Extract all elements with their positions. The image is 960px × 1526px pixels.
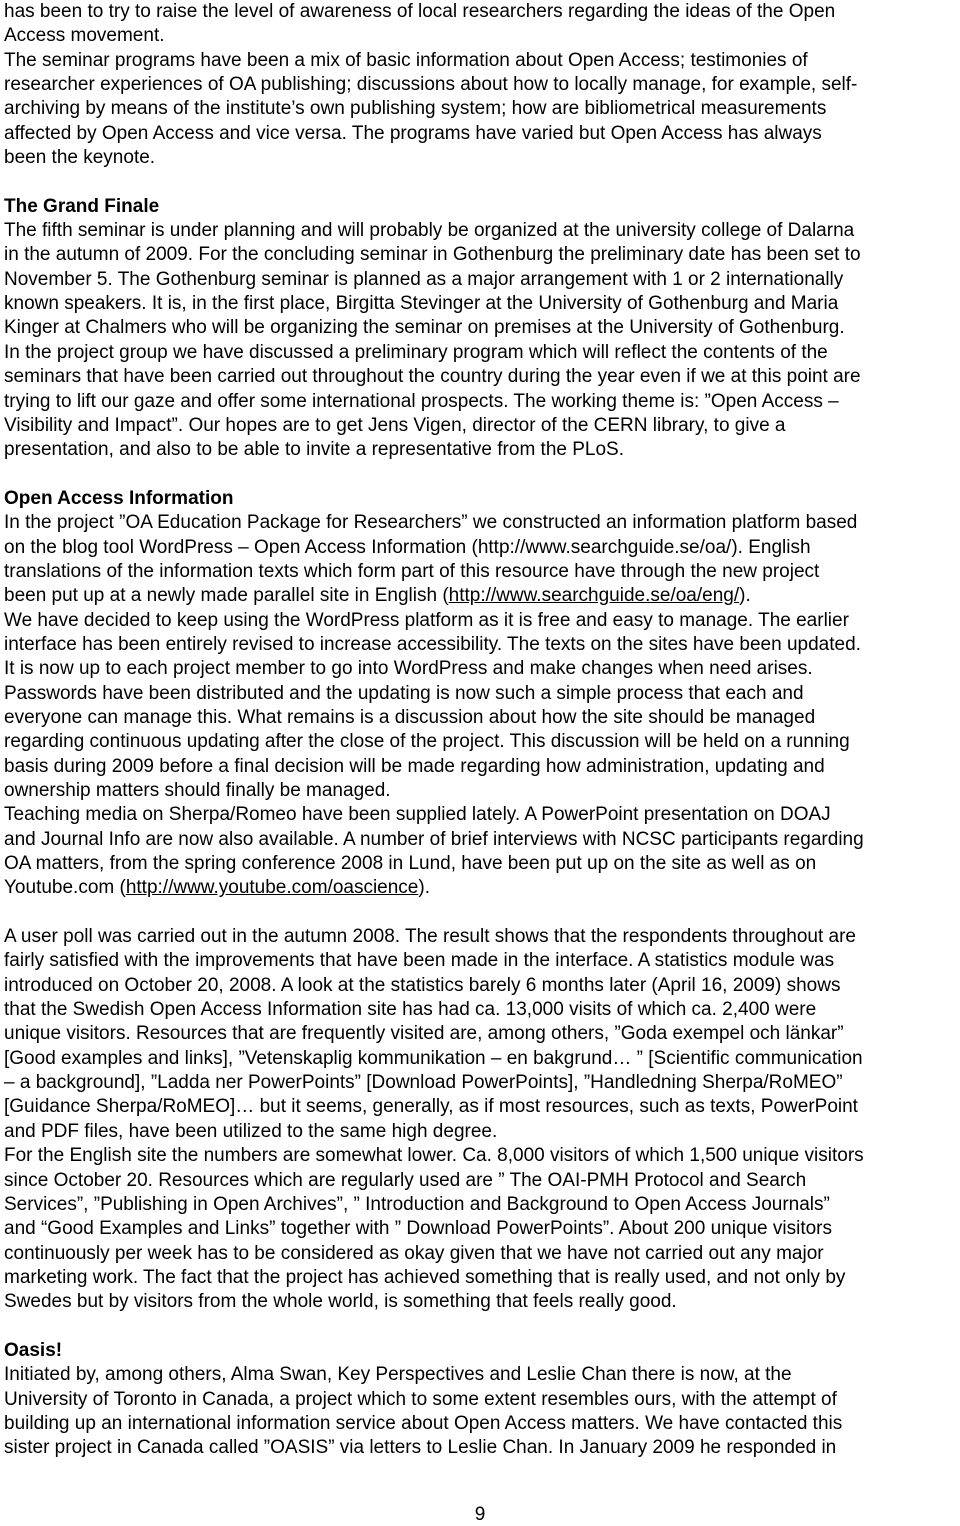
text-line: marketing work. The fact that the project has achieved something that is really used, and not only by	[4, 1266, 846, 1288]
text-line-with-link	[4, 584, 956, 608]
text-line: fairly satisfied with the improvements that have been made in the interface. A statistics module was	[4, 950, 835, 972]
paragraph-gap	[4, 1315, 956, 1339]
text-line: We have decided to keep using the WordPress platform as it is free and easy to manage. The earlier	[4, 609, 849, 631]
paragraph-gap	[4, 901, 956, 925]
paragraph-gap	[4, 463, 956, 487]
text-line: It is now up to each project member to go into WordPress and make changes when need arises.	[4, 658, 813, 680]
text-line: has been to try to raise the level of awareness of local researchers regarding the ideas of the Open	[4, 1, 836, 22]
text-after-link: ).	[418, 877, 430, 899]
url-link[interactable]: http://www.youtube.com/oascience	[125, 877, 419, 899]
text-line: in the autumn of 2009. For the concluding seminar in Gothenburg the preliminary date has been set to	[4, 244, 861, 266]
text-line: In the project group we have discussed a preliminary program which will reflect the contents of the	[4, 341, 828, 363]
text-line: introduced on October 20, 2008. A look at the statistics barely 6 months later (April 16, 2009) shows	[4, 974, 841, 996]
text-line: The seminar programs have been a mix of basic information about Open Access; testimonies of	[4, 49, 808, 71]
page-number: 9	[474, 1504, 486, 1525]
text-line: sister project in Canada called ”OASIS” via letters to Leslie Chan. In January 2009 he responded in	[4, 1437, 837, 1459]
url-link[interactable]: http://www.searchguide.se/oa/eng/	[448, 585, 740, 607]
text-line: Initiated by, among others, Alma Swan, Key Perspectives and Leslie Chan there is now, at the	[4, 1364, 792, 1386]
text-line: that the Swedish Open Access Information site has had ca. 13,000 visits of which ca. 2,400 were	[4, 999, 817, 1021]
text-line: unique visitors. Resources that are frequently visited are, among others, ”Goda exempel och länkar”	[4, 1023, 844, 1045]
paragraph-gap	[4, 170, 956, 194]
text-line: affected by Open Access and vice versa. The programs have varied but Open Access has always	[4, 122, 822, 144]
text-line: – a background], ”Ladda ner PowerPoints” [Download PowerPoints], ”Handledning Sherpa/RoMEO”	[4, 1072, 843, 1094]
text-line: continuously per week has to be considered as okay given that we have not carried out any major	[4, 1242, 824, 1264]
text-line: known speakers. It is, in the first place, Birgitta Stevinger at the University of Gothenburg and Maria	[4, 293, 839, 315]
text-line: Access movement.	[4, 25, 165, 47]
text-line: Teaching media on Sherpa/Romeo have been supplied lately. A PowerPoint presentation on DOAJ	[4, 804, 831, 826]
text-line: seminars that have been carried out throughout the country during the year even if we at this point are	[4, 366, 861, 388]
text-line: [Good examples and links], ”Vetenskaplig kommunikation – en bakgrund… ” [Scientific communication	[4, 1047, 863, 1069]
text-line: researcher experiences of OA publishing; discussions about how to locally manage, for example, self-	[4, 74, 858, 96]
text-line: building up an international information service about Open Access matters. We have contacted this	[4, 1412, 843, 1434]
text-line: archiving by means of the institute’s own publishing system; how are bibliometrical measurements	[4, 98, 827, 120]
text-line: A user poll was carried out in the autumn 2008. The result shows that the respondents throughout are	[4, 926, 857, 948]
text-line: translations of the information texts which form part of this resource have through the new project	[4, 560, 820, 582]
text-line: Kinger at Chalmers who will be organizing the seminar on premises at the University of Gothenburg.	[4, 317, 845, 339]
text-before-link: Youtube.com (	[4, 877, 126, 899]
text-line: The fifth seminar is under planning and will probably be organized at the university college of Dalarna	[4, 220, 855, 242]
text-line: November 5. The Gothenburg seminar is planned as a major arrangement with 1 or 2 internationally	[4, 268, 844, 290]
text-line: presentation, and also to be able to invite a representative from the PLoS.	[4, 439, 624, 461]
text-line: Services”, ”Publishing in Open Archives”, ” Introduction and Background to Open Access Journals”	[4, 1193, 830, 1215]
text-line: OA matters, from the spring conference 2008 in Lund, have been put up on the site as well as on	[4, 853, 817, 875]
text-line: on the blog tool WordPress – Open Access Information (http://www.searchguide.se/oa/). English	[4, 536, 811, 558]
text-after-link: ).	[739, 585, 751, 607]
text-line: everyone can manage this. What remains is a discussion about how the site should be managed	[4, 706, 816, 728]
section-heading: Oasis!	[4, 1339, 63, 1361]
text-line: In the project ”OA Education Package for Researchers” we constructed an information platform based	[4, 512, 858, 534]
text-line: University of Toronto in Canada, a project which to some extent resembles ours, with the attempt of	[4, 1388, 837, 1410]
text-line: basis during 2009 before a final decision will be made regarding how administration, updating and	[4, 755, 825, 777]
text-line: Visibility and Impact”. Our hopes are to get Jens Vigen, director of the CERN library, to give a	[4, 414, 786, 436]
text-line: and “Good Examples and Links” together with ” Download PowerPoints”. About 200 unique visitors	[4, 1218, 833, 1240]
text-line: Swedes but by visitors from the whole world, is something that feels really good.	[4, 1291, 677, 1313]
text-line: regarding continuous updating after the close of the project. This discussion will be held on a running	[4, 731, 850, 753]
text-before-link: been put up at a newly made parallel site in English (	[4, 585, 449, 607]
text-line: interface has been entirely revised to increase accessibility. The texts on the sites have been updated.	[4, 633, 861, 655]
text-line: since October 20. Resources which are regularly used are ” The OAI-PMH Protocol and Search	[4, 1169, 807, 1191]
text-line: and Journal Info are now also available. A number of brief interviews with NCSC participants regarding	[4, 828, 864, 850]
text-line: For the English site the numbers are somewhat lower. Ca. 8,000 visitors of which 1,500 unique visitors	[4, 1145, 864, 1167]
text-line: been the keynote.	[4, 147, 156, 169]
text-line: ownership matters should finally be managed.	[4, 780, 391, 801]
text-line: [Guidance Sherpa/RoMEO]… but it seems, generally, as if most resources, such as texts, PowerPoint	[4, 1096, 858, 1118]
text-line: and PDF files, have been utilized to the same high degree.	[4, 1120, 498, 1142]
text-line: trying to lift our gaze and offer some international prospects. The working theme is: ”Open Access –	[4, 390, 839, 412]
document-body	[4, 0, 956, 1461]
text-line: Passwords have been distributed and the updating is now such a simple process that each and	[4, 682, 804, 704]
section-heading: The Grand Finale	[4, 195, 160, 217]
text-line-with-link	[4, 876, 956, 900]
section-heading: Open Access Information	[4, 487, 234, 509]
